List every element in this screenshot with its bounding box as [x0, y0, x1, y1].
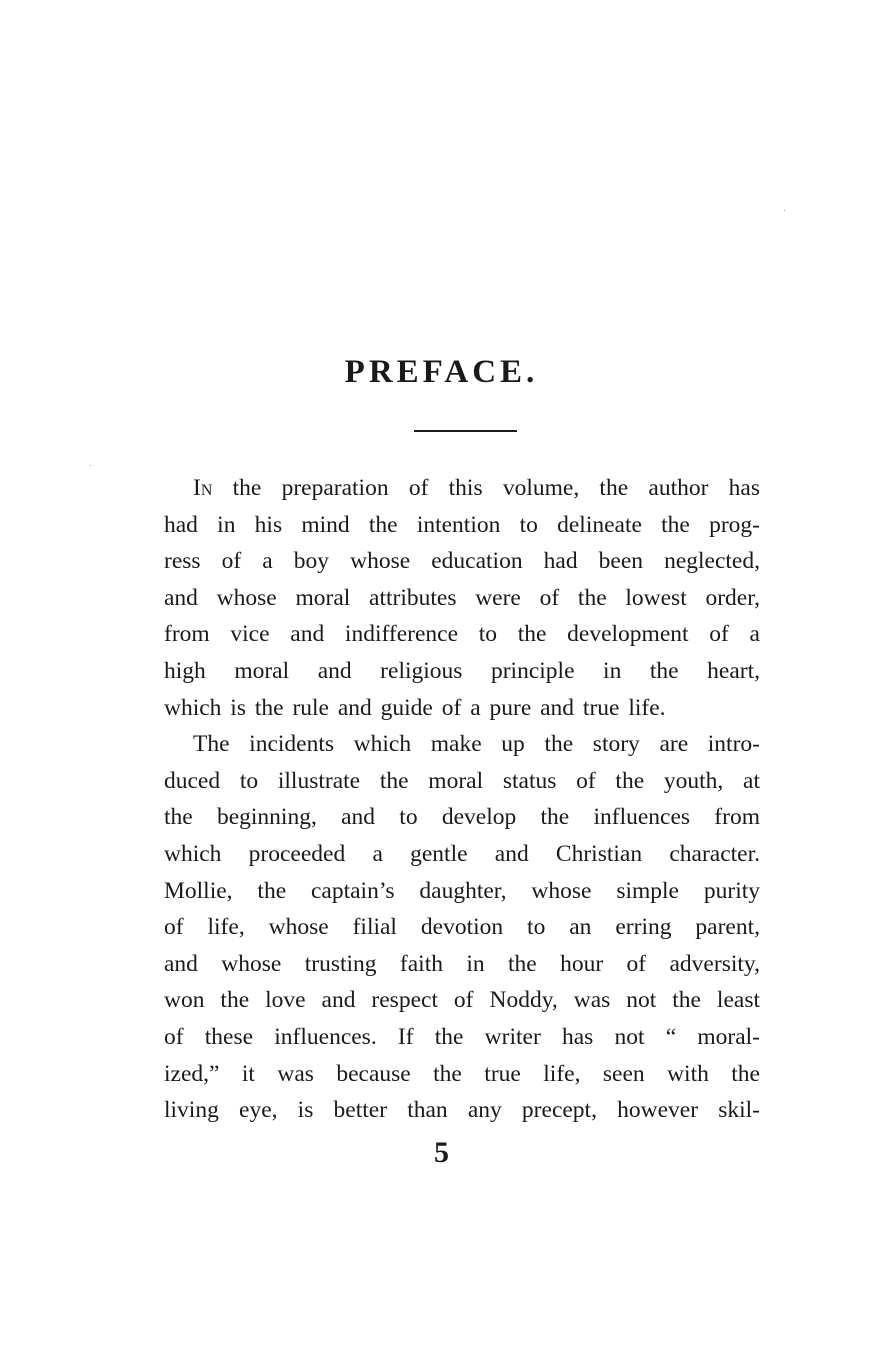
title-rule [414, 430, 517, 432]
preface-body [164, 470, 760, 1129]
text-line: ized,” it was because the true life, seen with the [164, 1060, 760, 1087]
text-line-rest: the preparation of this volume, the author has [212, 475, 760, 501]
text-line: had in his mind the intention to delineate the prog- [164, 511, 760, 538]
text-line: living eye, is better than any precept, however skil- [164, 1097, 760, 1124]
text-line: ress of a boy whose education had been neglected, [164, 548, 760, 575]
text-line: duced to illustrate the moral status of the youth, at [164, 767, 760, 794]
text-line: won the love and respect of Noddy, was not the least [164, 987, 760, 1014]
text-line: and whose moral attributes were of the lowest order, [164, 584, 760, 611]
scan-speck [784, 210, 785, 211]
text-line: which is the rule and guide of a pure and true life. [164, 694, 666, 721]
text-line: of these influences. If the writer has not “ moral- [164, 1023, 760, 1050]
scan-speck [90, 465, 91, 466]
text-line: which proceeded a gentle and Christian character. [164, 840, 760, 867]
text-line: Mollie, the captain’s daughter, whose simple purity [164, 877, 760, 904]
text-line: and whose trusting faith in the hour of adversity, [164, 950, 760, 977]
text-line: from vice and indifference to the development of a [164, 621, 760, 648]
dropcap-word: In [193, 475, 213, 501]
text-line: the beginning, and to develop the influences from [164, 804, 760, 831]
page-number: 5 [434, 1136, 449, 1169]
text-line: high moral and religious principle in the heart, [164, 657, 760, 684]
text-line [164, 470, 760, 507]
page-title: PREFACE. [344, 354, 539, 390]
text-line: The incidents which make up the story are intro- [193, 731, 760, 758]
text-line: of life, whose filial devotion to an erring parent, [164, 914, 760, 941]
